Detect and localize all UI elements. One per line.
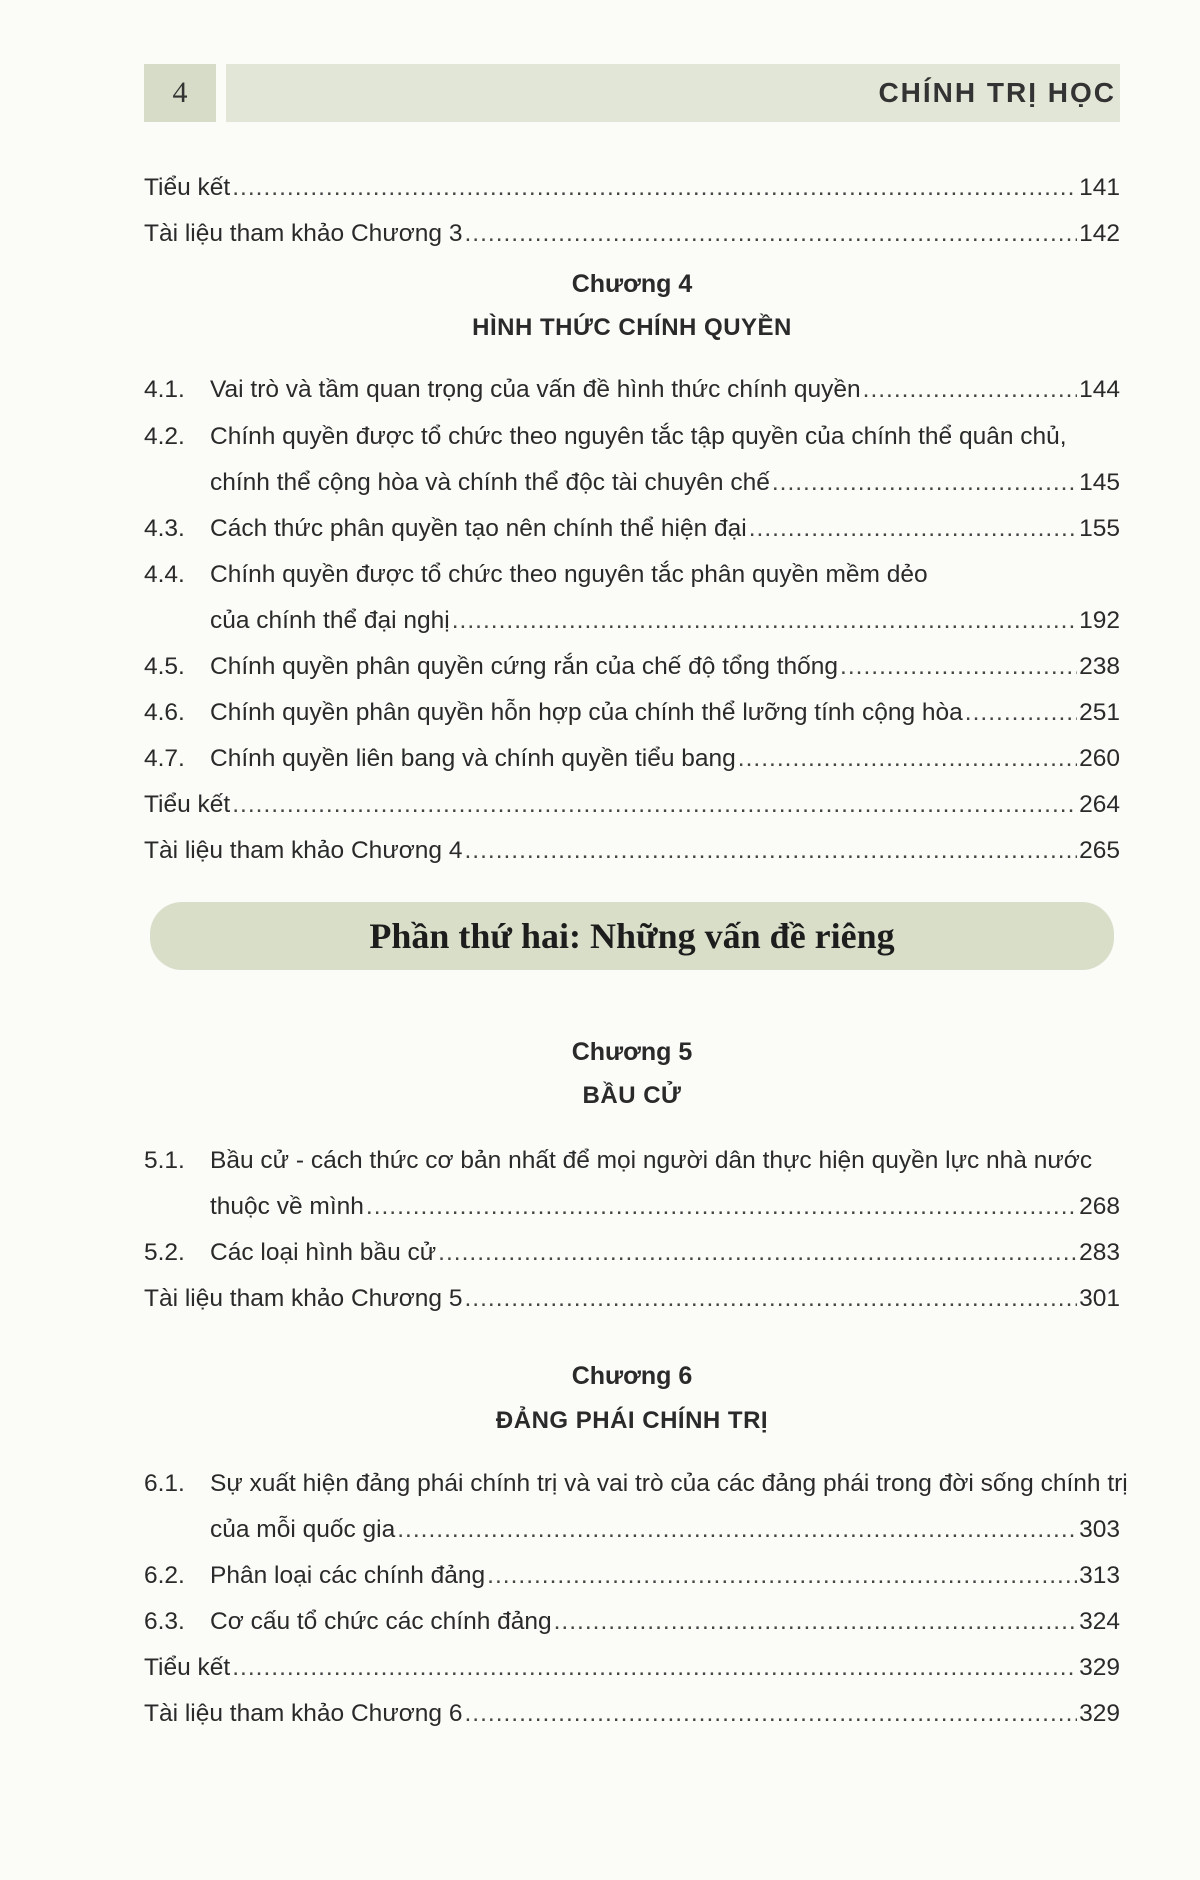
toc-leader xyxy=(464,835,1077,867)
chapter-title: ĐẢNG PHÁI CHÍNH TRỊ xyxy=(495,1407,769,1434)
toc-entry-page: 238 xyxy=(1079,653,1120,680)
toc-entry[interactable] xyxy=(144,559,1120,591)
toc-entry[interactable] xyxy=(144,421,1120,453)
toc-entry-page: 145 xyxy=(1079,469,1120,496)
chapter-title: BẦU CỬ xyxy=(582,1082,682,1109)
toc-entry-page: 283 xyxy=(1079,1239,1120,1266)
toc-entry-page: 329 xyxy=(1079,1654,1120,1681)
book-title: CHÍNH TRỊ HỌC xyxy=(878,77,1116,108)
toc-entry-page: 324 xyxy=(1079,1608,1120,1635)
toc-entry-number: 4.1. xyxy=(144,376,185,403)
toc-entry[interactable] xyxy=(144,1145,1120,1177)
chapter-title: HÌNH THỨC CHÍNH QUYỀN xyxy=(472,314,792,341)
toc-entry-continuation[interactable] xyxy=(210,605,1120,637)
toc-entry[interactable] xyxy=(144,651,1120,683)
toc-entry-title: Tài liệu tham khảo Chương 6 xyxy=(144,1700,463,1727)
toc-leader xyxy=(438,1237,1077,1269)
page-number: 4 xyxy=(172,76,188,109)
toc-entry-number: 5.2. xyxy=(144,1239,185,1266)
toc-entry-title: Sự xuất hiện đảng phái chính trị và vai trò của các đảng phái trong đời sống chính trị xyxy=(210,1470,1128,1497)
toc-entry-title: Bầu cử - cách thức cơ bản nhất để mọi người dân thực hiện quyền lực nhà nước xyxy=(210,1147,1093,1174)
toc-entry-page: 260 xyxy=(1079,745,1120,772)
toc-entry-title: chính thể cộng hòa và chính thể độc tài chuyên chế xyxy=(210,469,770,496)
toc-entry-title: Tiểu kết xyxy=(144,791,231,818)
toc-entry-title: của chính thể đại nghị xyxy=(210,607,450,634)
toc-entry-title: Tài liệu tham khảo Chương 4 xyxy=(144,837,463,864)
toc-entry[interactable] xyxy=(144,835,1120,867)
toc-entry[interactable] xyxy=(144,743,1120,775)
toc-entry-title: Vai trò và tầm quan trọng của vấn đề hình thức chính quyền xyxy=(210,376,861,403)
toc-entry[interactable] xyxy=(144,1560,1120,1592)
toc-entry-number: 4.6. xyxy=(144,699,185,726)
toc-entry[interactable] xyxy=(144,789,1120,821)
toc-entry[interactable] xyxy=(144,1698,1120,1730)
toc-leader xyxy=(554,1606,1077,1638)
toc-entry-page: 265 xyxy=(1079,837,1120,864)
toc-leader xyxy=(749,513,1077,545)
toc-entry-title: Tiểu kết xyxy=(144,174,231,201)
toc-entry[interactable] xyxy=(144,374,1120,406)
toc-entry-page: 264 xyxy=(1079,791,1120,818)
page-header xyxy=(144,64,1120,122)
toc-entry-number: 4.2. xyxy=(144,423,185,450)
toc-entry[interactable] xyxy=(144,1468,1128,1500)
toc-entry[interactable] xyxy=(144,1283,1120,1315)
toc-entry[interactable] xyxy=(144,1237,1120,1269)
toc-leader xyxy=(464,1698,1077,1730)
toc-entry-page: 329 xyxy=(1079,1700,1120,1727)
toc-leader xyxy=(772,467,1077,499)
toc-entry-number: 6.3. xyxy=(144,1608,185,1635)
toc-entry-page: 155 xyxy=(1079,515,1120,542)
toc-entry-title: Chính quyền phân quyền hỗn hợp của chính thể lưỡng tính cộng hòa xyxy=(210,699,963,726)
toc-entry-title: của mỗi quốc gia xyxy=(210,1516,396,1543)
toc-entry-page: 141 xyxy=(1079,174,1120,201)
toc-entry-number: 4.5. xyxy=(144,653,185,680)
toc-entry-page: 192 xyxy=(1079,607,1120,634)
toc-entry-page: 144 xyxy=(1079,376,1120,403)
toc-entry-page: 301 xyxy=(1079,1285,1120,1312)
toc-entry-title: Tiểu kết xyxy=(144,1654,231,1681)
toc-entry-number: 4.4. xyxy=(144,561,185,588)
toc-leader xyxy=(452,605,1077,637)
toc-entry-continuation[interactable] xyxy=(210,1514,1120,1546)
toc-entry-title: Chính quyền phân quyền cứng rắn của chế độ tổng thống xyxy=(210,653,839,680)
toc-leader xyxy=(397,1514,1077,1546)
toc-entry-page: 142 xyxy=(1079,220,1120,247)
toc-entry-number: 4.3. xyxy=(144,515,185,542)
toc-entry[interactable] xyxy=(144,697,1120,729)
toc-leader xyxy=(232,172,1077,204)
toc-entry-number: 6.2. xyxy=(144,1562,185,1589)
chapter-label: Chương 5 xyxy=(571,1038,693,1066)
toc-entry[interactable] xyxy=(144,1652,1120,1684)
part-heading-band xyxy=(150,902,1114,970)
toc-entry-title: Chính quyền được tổ chức theo nguyên tắc tập quyền của chính thể quân chủ, xyxy=(210,423,1067,450)
chapter-label: Chương 4 xyxy=(571,270,693,298)
toc-entry-number: 6.1. xyxy=(144,1470,185,1497)
toc-entry-continuation[interactable] xyxy=(210,1191,1120,1223)
toc-entry-title: Cơ cấu tổ chức các chính đảng xyxy=(210,1608,552,1635)
part-heading: Phần thứ hai: Những vấn đề riêng xyxy=(369,916,895,956)
toc-leader xyxy=(487,1560,1077,1592)
toc-entry-title: Chính quyền liên bang và chính quyền tiểu bang xyxy=(210,745,736,772)
toc-entry-continuation[interactable] xyxy=(210,467,1120,499)
toc-entry[interactable] xyxy=(144,513,1120,545)
toc-leader xyxy=(464,1283,1077,1315)
page-number-box xyxy=(144,64,216,122)
toc-leader xyxy=(863,374,1077,406)
toc-entry-title: Phân loại các chính đảng xyxy=(210,1562,486,1589)
toc-entry-page: 303 xyxy=(1079,1516,1120,1543)
toc-entry-title: Tài liệu tham khảo Chương 5 xyxy=(144,1285,463,1312)
running-head-band xyxy=(226,64,1120,122)
toc-entry[interactable] xyxy=(144,1606,1120,1638)
toc-entry[interactable] xyxy=(144,172,1120,204)
toc-entry-number: 5.1. xyxy=(144,1147,185,1174)
toc-leader xyxy=(232,1652,1077,1684)
chapter-label: Chương 6 xyxy=(571,1362,693,1390)
toc-entry-title: Cách thức phân quyền tạo nên chính thể hiện đại xyxy=(210,515,747,542)
toc-leader xyxy=(232,789,1077,821)
toc-entry-page: 313 xyxy=(1079,1562,1120,1589)
toc-entry-page: 251 xyxy=(1079,699,1120,726)
toc-leader xyxy=(464,218,1077,250)
toc-entry-title: Chính quyền được tổ chức theo nguyên tắc phân quyền mềm dẻo xyxy=(210,561,928,588)
toc-leader xyxy=(738,743,1077,775)
toc-entry[interactable] xyxy=(144,218,1120,250)
toc-entry-title: Các loại hình bầu cử xyxy=(210,1239,437,1266)
toc-entry-page: 268 xyxy=(1079,1193,1120,1220)
toc-entry-title: Tài liệu tham khảo Chương 3 xyxy=(144,220,463,247)
toc-entry-number: 4.7. xyxy=(144,745,185,772)
toc-leader xyxy=(366,1191,1077,1223)
toc-entry-title: thuộc về mình xyxy=(210,1193,364,1220)
toc-leader xyxy=(840,651,1077,683)
toc-leader xyxy=(965,697,1077,729)
